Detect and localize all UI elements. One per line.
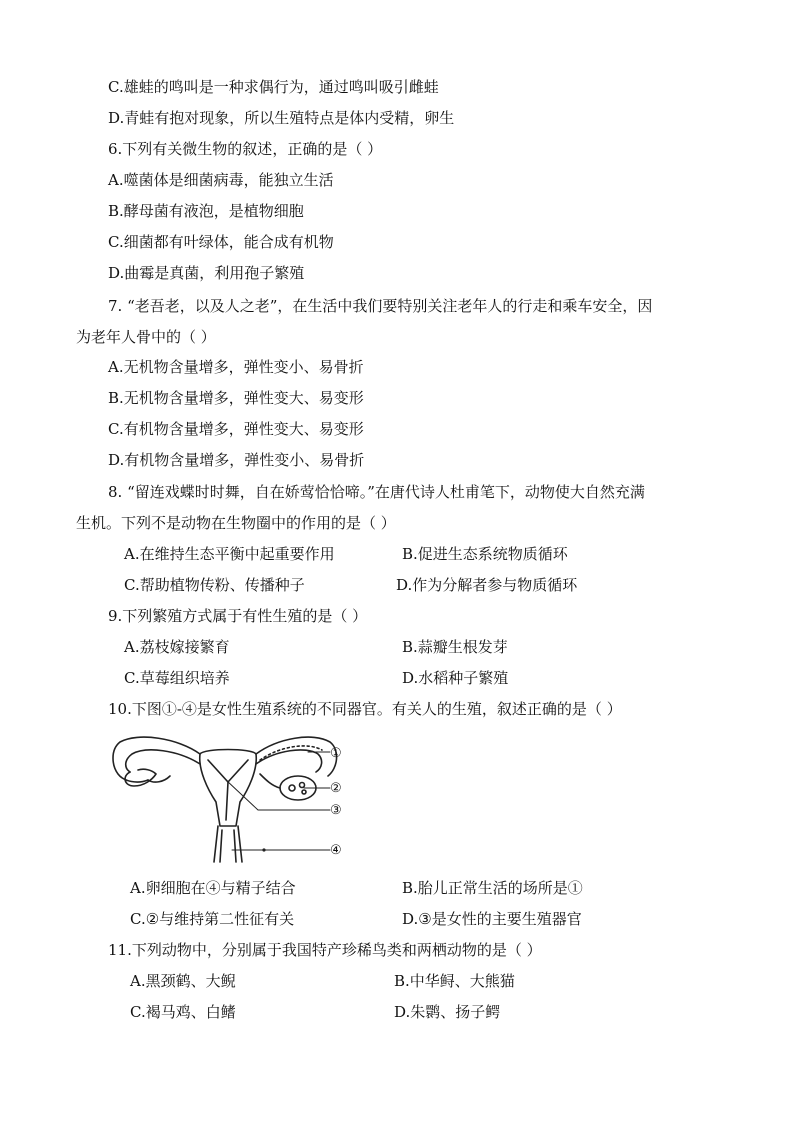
vagina-inner-left <box>220 830 222 862</box>
q10-stem: 10.下图①-④是女性生殖系统的不同器官。有关人的生殖，叙述正确的是（ ） <box>108 700 622 718</box>
female-reproductive-diagram <box>108 730 348 865</box>
q7-option-d: D.有机物含量增多，弹性变小、易骨折 <box>108 451 365 469</box>
q9-option-a: A.荔枝嫁接繁育 <box>124 638 230 656</box>
right-tube-lumen <box>260 746 322 760</box>
q6-option-d: D.曲霉是真菌，利用孢子繁殖 <box>108 264 305 282</box>
q8-stem-line1: 8. “留连戏蝶时时舞，自在娇莺恰恰啼。”在唐代诗人杜甫笔下，动物使大自然充满 <box>108 483 645 501</box>
q11-stem: 11.下列动物中，分别属于我国特产珍稀鸟类和两栖动物的是（ ） <box>108 941 542 959</box>
q7-stem-line2: 为老年人骨中的（ ） <box>76 328 216 346</box>
figure-label-2: ② <box>330 781 342 796</box>
q8-option-c: C.帮助植物传粉、传播种子 <box>124 576 305 594</box>
left-fimbriae <box>125 769 156 786</box>
uterus-cavity <box>208 760 248 782</box>
ovary-follicle <box>289 785 295 791</box>
q8-stem-line2: 生机。下列不是动物在生物圈中的作用的是（ ） <box>76 514 396 532</box>
q6-option-b: B.酵母菌有液泡，是植物细胞 <box>108 202 304 220</box>
q6-stem: 6.下列有关微生物的叙述，正确的是（ ） <box>108 140 383 158</box>
q10-option-a: A.卵细胞在④与精子结合 <box>130 879 296 897</box>
q9-option-d: D.水稻种子繁殖 <box>402 669 509 687</box>
q7-option-c: C.有机物含量增多，弹性变大、易变形 <box>108 420 364 438</box>
q9-stem: 9.下列繁殖方式属于有性生殖的是（ ） <box>108 607 368 625</box>
right-ovary-ligament <box>260 774 280 788</box>
q7-option-b: B.无机物含量增多，弹性变大、易变形 <box>108 389 364 407</box>
q9-option-b: B.蒜瓣生根发芽 <box>402 638 508 656</box>
figure-label-4: ④ <box>330 843 342 858</box>
vagina-right-wall <box>238 826 242 862</box>
q10-option-b: B.胎儿正常生活的场所是① <box>402 879 583 897</box>
figure-label-3: ③ <box>330 803 342 818</box>
ovary-follicle <box>302 790 306 794</box>
q5-option-c: C.雄蛙的鸣叫是一种求偶行为，通过鸣叫吸引雌蛙 <box>108 78 439 96</box>
q6-option-c: C.细菌都有叶绿体，能合成有机物 <box>108 233 334 251</box>
q8-option-d: D.作为分解者参与物质循环 <box>396 576 578 594</box>
q11-option-c: C.褐马鸡、白鳍 <box>130 1003 236 1021</box>
q7-stem-line1: 7. “老吾老，以及人之老”，在生活中我们要特别关注老年人的行走和乘车安全，因 <box>108 297 653 315</box>
left-tube-inner <box>126 750 200 772</box>
q10-option-c: C.②与维持第二性征有关 <box>130 910 295 928</box>
q8-option-a: A.在维持生态平衡中起重要作用 <box>124 545 335 563</box>
q6-option-a: A.噬菌体是细菌病毒，能独立生活 <box>108 171 334 189</box>
uterus-canal <box>226 782 228 820</box>
figure-label-1: ① <box>330 746 342 761</box>
q9-option-c: C.草莓组织培养 <box>124 669 230 687</box>
vagina-inner-right <box>234 830 236 862</box>
q8-option-b: B.促进生态系统物质循环 <box>402 545 568 563</box>
q11-option-d: D.朱鹮、扬子鳄 <box>394 1003 501 1021</box>
q5-option-d: D.青蛙有抱对现象，所以生殖特点是体内受精，卵生 <box>108 109 455 127</box>
vagina-left-wall <box>214 826 218 862</box>
q7-option-a: A.无机物含量增多，弹性变小、易骨折 <box>108 358 364 376</box>
q11-option-a: A.黑颈鹤、大鲵 <box>130 972 236 990</box>
ovary-follicle <box>300 783 305 788</box>
right-tube-inner <box>256 750 322 772</box>
q11-option-b: B.中华鲟、大熊猫 <box>394 972 515 990</box>
q10-option-d: D.③是女性的主要生殖器官 <box>402 910 582 928</box>
